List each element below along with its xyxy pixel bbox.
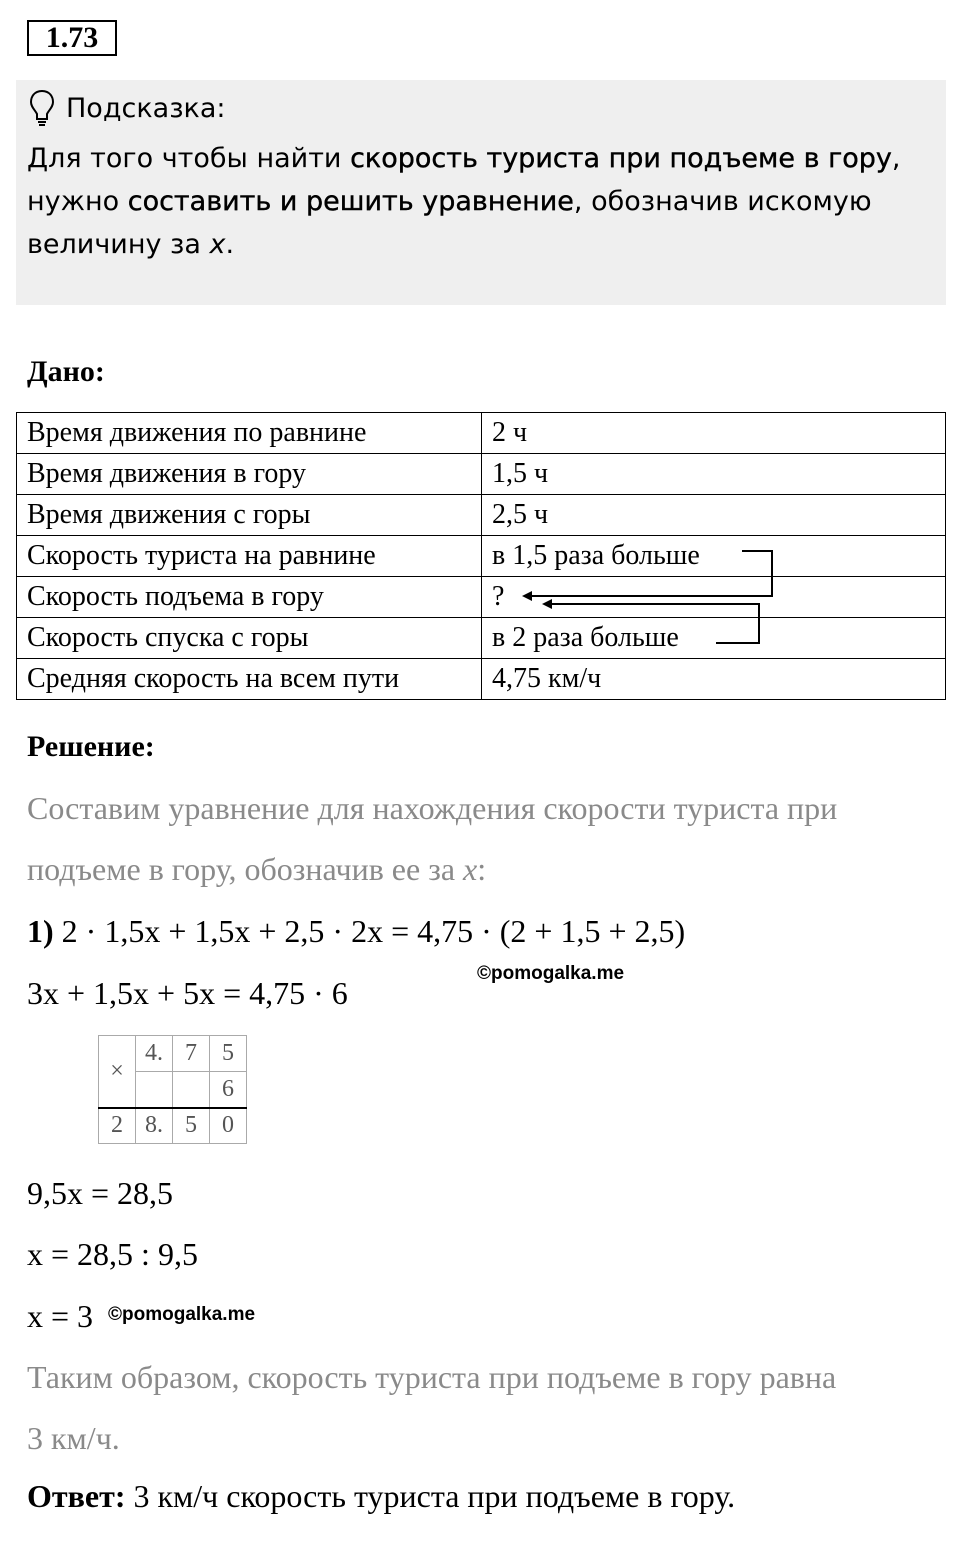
conclusion-line2: 3 км/ч. xyxy=(27,1420,120,1456)
given-value: в 1,5 раза больше xyxy=(482,536,946,577)
hint-text-part: величину за xyxy=(27,229,210,260)
equation-5: x = 3 xyxy=(27,1298,94,1334)
given-label: Скорость туриста на равнине xyxy=(17,536,482,577)
hint-text-part: , xyxy=(891,143,901,174)
solution-intro-line1: Составим уравнение для нахождения скорости туриста при xyxy=(27,790,838,826)
mult-cell: 5 xyxy=(173,1108,210,1144)
mult-cell: 7 xyxy=(173,1036,210,1072)
answer-text: 3 км/ч скорость туриста при подъеме в гору. xyxy=(125,1478,736,1514)
step-label: 1) xyxy=(27,913,54,949)
given-value: 4,75 км/ч xyxy=(482,659,946,700)
table-row xyxy=(99,1108,247,1144)
given-label: Средняя скорость на всем пути xyxy=(17,659,482,700)
given-heading: Дано: xyxy=(27,355,105,388)
watermark: ©pomogalka.me xyxy=(477,963,625,984)
equation-text: 2 · 1,5x + 1,5x + 2,5 · 2x = 4,75 · (2 + 1,5 + 2,5) xyxy=(61,913,686,949)
mult-cell: 0 xyxy=(210,1108,247,1144)
hint-variable: x xyxy=(209,229,226,260)
hint-emphasis: скорость туриста при подъеме в гору xyxy=(350,143,892,174)
arrow-from-plain-speed xyxy=(528,551,772,596)
relation-arrows xyxy=(0,0,960,720)
answer xyxy=(27,1478,735,1515)
multiplication-table xyxy=(98,1035,247,1144)
intro-text: : xyxy=(477,851,487,887)
problem-number: 1.73 xyxy=(27,20,117,56)
table-row xyxy=(99,1036,247,1072)
intro-text: подъеме в гору, обозначив ее за xyxy=(27,851,464,887)
hint-emphasis: составить и решить уравнение xyxy=(127,186,574,217)
given-label: Время движения в гору xyxy=(17,454,482,495)
given-label: Скорость подъема в гору xyxy=(17,577,482,618)
equation-3: 9,5x = 28,5 xyxy=(27,1175,174,1211)
given-value: 1,5 ч xyxy=(482,454,946,495)
intro-variable: x xyxy=(463,851,478,887)
equation-1 xyxy=(27,913,685,950)
solution-intro-line2 xyxy=(27,851,486,888)
hint-title-text: Подсказка: xyxy=(66,92,226,124)
equation-2: 3x + 1,5x + 5x = 4,75 · 6 xyxy=(27,975,348,1011)
mult-cell: 5 xyxy=(210,1036,247,1072)
multiply-sign: × xyxy=(99,1036,136,1108)
answer-label: Ответ: xyxy=(27,1478,126,1514)
given-value: в 2 раза больше xyxy=(482,618,946,659)
hint-text-part: , обозначив искомую xyxy=(573,186,872,217)
given-value: 2 ч xyxy=(482,413,946,454)
hint-text-part: Для того чтобы найти xyxy=(27,143,351,174)
mult-cell: 6 xyxy=(210,1072,247,1108)
arrow-from-descent-speed xyxy=(548,604,759,643)
mult-cell: 8. xyxy=(136,1108,173,1144)
given-label: Время движения с горы xyxy=(17,495,482,536)
watermark: ©pomogalka.me xyxy=(108,1304,256,1325)
given-value: ? xyxy=(482,577,946,618)
equation-4: x = 28,5 : 9,5 xyxy=(27,1236,198,1272)
mult-cell: 2 xyxy=(99,1108,136,1144)
hint-text-part: нужно xyxy=(27,186,128,217)
mult-cell: 4. xyxy=(136,1036,173,1072)
hint-text-part: . xyxy=(225,229,235,260)
solution-heading: Решение: xyxy=(27,730,155,763)
conclusion-line1: Таким образом, скорость туриста при подъеме в гору равна xyxy=(27,1359,837,1395)
given-value: 2,5 ч xyxy=(482,495,946,536)
given-label: Время движения по равнине xyxy=(17,413,482,454)
given-label: Скорость спуска с горы xyxy=(17,618,482,659)
mult-cell xyxy=(136,1072,173,1108)
mult-cell xyxy=(173,1072,210,1108)
